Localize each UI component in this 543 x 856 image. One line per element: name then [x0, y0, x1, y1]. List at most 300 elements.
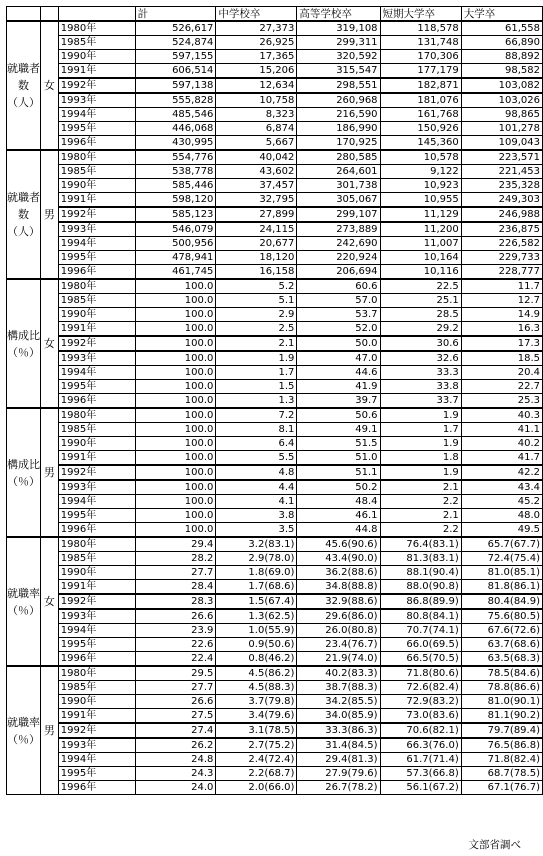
university-cell: 81.8(86.1): [461, 580, 542, 595]
year-cell: 1980年: [58, 21, 135, 36]
total-cell: 28.3: [135, 594, 216, 609]
year-cell: 1980年: [58, 666, 135, 681]
university-cell: 81.0(90.1): [461, 695, 542, 709]
table-row: [7, 122, 543, 136]
junior-high-cell: 4.4: [216, 480, 297, 495]
high-school-cell: 32.9(88.6): [297, 594, 380, 609]
university-cell: 109,043: [461, 136, 542, 151]
junior-college-cell: 86.8(89.9): [380, 594, 461, 609]
university-cell: 103,026: [461, 93, 542, 108]
junior-college-cell: 71.8(80.6): [380, 666, 461, 681]
junior-high-cell: 2.2(68.7): [216, 767, 297, 781]
total-cell: 100.0: [135, 523, 216, 538]
junior-high-cell: 15,206: [216, 64, 297, 79]
university-cell: 88,892: [461, 50, 542, 64]
university-cell: 80.4(84.9): [461, 594, 542, 609]
high-school-cell: 26.0(80.8): [297, 624, 380, 638]
total-cell: 27.4: [135, 723, 216, 738]
employment-table: [6, 6, 543, 795]
year-cell: 1993年: [58, 351, 135, 366]
university-cell: 72.4(75.4): [461, 552, 542, 566]
university-cell: 221,453: [461, 165, 542, 179]
junior-high-cell: 20,677: [216, 237, 297, 251]
junior-high-cell: 4.1: [216, 495, 297, 509]
year-cell: 1996年: [58, 136, 135, 151]
total-cell: 606,514: [135, 64, 216, 79]
junior-high-cell: 5.1: [216, 294, 297, 308]
high-school-cell: 48.4: [297, 495, 380, 509]
high-school-cell: 242,690: [297, 237, 380, 251]
table-row: [7, 652, 543, 667]
junior-college-cell: 9,122: [380, 165, 461, 179]
junior-college-cell: 28.5: [380, 308, 461, 322]
year-cell: 1991年: [58, 709, 135, 724]
junior-high-cell: 1.7: [216, 366, 297, 380]
junior-high-cell: 5.2: [216, 279, 297, 294]
junior-college-cell: 1.9: [380, 465, 461, 480]
year-cell: 1996年: [58, 781, 135, 795]
total-cell: 29.5: [135, 666, 216, 681]
junior-college-cell: 1.9: [380, 408, 461, 423]
total-cell: 546,079: [135, 222, 216, 237]
total-cell: 478,941: [135, 251, 216, 265]
junior-high-cell: 26,925: [216, 36, 297, 50]
total-cell: 24.8: [135, 753, 216, 767]
junior-college-cell: 11,200: [380, 222, 461, 237]
junior-college-cell: 10,116: [380, 265, 461, 280]
table-row: [7, 336, 543, 351]
high-school-cell: 280,585: [297, 150, 380, 165]
table-row: [7, 366, 543, 380]
high-school-cell: 315,547: [297, 64, 380, 79]
university-cell: 249,303: [461, 193, 542, 208]
university-cell: 71.8(82.4): [461, 753, 542, 767]
table-row: [7, 753, 543, 767]
junior-college-cell: 131,748: [380, 36, 461, 50]
total-cell: 100.0: [135, 294, 216, 308]
high-school-cell: 44.8: [297, 523, 380, 538]
junior-high-cell: 0.8(46.2): [216, 652, 297, 667]
total-cell: 100.0: [135, 380, 216, 394]
total-cell: 100.0: [135, 509, 216, 523]
total-cell: 100.0: [135, 408, 216, 423]
year-cell: 1990年: [58, 695, 135, 709]
year-cell: 1990年: [58, 437, 135, 451]
high-school-cell: 320,592: [297, 50, 380, 64]
university-cell: 78.8(86.6): [461, 681, 542, 695]
high-school-cell: 34.8(88.8): [297, 580, 380, 595]
high-school-cell: 186,990: [297, 122, 380, 136]
high-school-cell: 220,924: [297, 251, 380, 265]
high-school-cell: 45.6(90.6): [297, 537, 380, 552]
junior-high-cell: 1.0(55.9): [216, 624, 297, 638]
total-cell: 26.6: [135, 609, 216, 624]
total-cell: 100.0: [135, 480, 216, 495]
total-cell: 100.0: [135, 336, 216, 351]
year-cell: 1995年: [58, 767, 135, 781]
total-cell: 24.0: [135, 781, 216, 795]
junior-college-cell: 33.8: [380, 380, 461, 394]
year-cell: 1992年: [58, 465, 135, 480]
junior-high-cell: 43,602: [216, 165, 297, 179]
year-cell: 1994年: [58, 108, 135, 122]
sex-label: 男: [41, 150, 59, 279]
junior-high-cell: 17,365: [216, 50, 297, 64]
university-cell: 81.0(85.1): [461, 566, 542, 580]
table-row: [7, 767, 543, 781]
year-cell: 1990年: [58, 50, 135, 64]
year-cell: 1994年: [58, 366, 135, 380]
table-row: [7, 523, 543, 538]
year-cell: 1993年: [58, 93, 135, 108]
university-cell: 246,988: [461, 207, 542, 222]
high-school-cell: 52.0: [297, 322, 380, 337]
junior-high-cell: 10,758: [216, 93, 297, 108]
junior-high-cell: 4.8: [216, 465, 297, 480]
group-label: 就職者数（人）: [7, 150, 41, 279]
junior-college-cell: 10,923: [380, 179, 461, 193]
total-cell: 100.0: [135, 423, 216, 437]
table-row: [7, 394, 543, 409]
junior-high-cell: 27,899: [216, 207, 297, 222]
junior-college-cell: 118,578: [380, 21, 461, 36]
high-school-cell: 38.7(88.3): [297, 681, 380, 695]
high-school-cell: 51.5: [297, 437, 380, 451]
junior-high-cell: 2.7(75.2): [216, 738, 297, 753]
table-row: [7, 36, 543, 50]
junior-college-cell: 80.8(84.1): [380, 609, 461, 624]
year-cell: 1993年: [58, 480, 135, 495]
year-cell: 1994年: [58, 495, 135, 509]
high-school-cell: 31.4(84.5): [297, 738, 380, 753]
junior-college-cell: 150,926: [380, 122, 461, 136]
junior-high-cell: 2.0(66.0): [216, 781, 297, 795]
junior-college-cell: 182,871: [380, 78, 461, 93]
university-cell: 228,777: [461, 265, 542, 280]
university-cell: 65.7(67.7): [461, 537, 542, 552]
total-cell: 585,446: [135, 179, 216, 193]
group-label: 構成比（％）: [7, 408, 41, 537]
junior-high-cell: 0.9(50.6): [216, 638, 297, 652]
table-row: [7, 709, 543, 724]
university-cell: 40.2: [461, 437, 542, 451]
high-school-cell: 206,694: [297, 265, 380, 280]
high-school-cell: 21.9(74.0): [297, 652, 380, 667]
junior-high-cell: 18,120: [216, 251, 297, 265]
university-cell: 41.7: [461, 451, 542, 466]
total-cell: 100.0: [135, 351, 216, 366]
university-cell: 68.7(78.5): [461, 767, 542, 781]
junior-high-cell: 3.4(79.6): [216, 709, 297, 724]
total-cell: 598,120: [135, 193, 216, 208]
year-cell: 1991年: [58, 322, 135, 337]
junior-college-cell: 2.2: [380, 523, 461, 538]
junior-college-cell: 177,179: [380, 64, 461, 79]
university-cell: 20.4: [461, 366, 542, 380]
high-school-cell: 43.4(90.0): [297, 552, 380, 566]
table-row: [7, 580, 543, 595]
total-cell: 555,828: [135, 93, 216, 108]
table-row: [7, 380, 543, 394]
year-cell: 1985年: [58, 36, 135, 50]
junior-college-cell: 73.0(83.6): [380, 709, 461, 724]
junior-college-cell: 66.3(76.0): [380, 738, 461, 753]
high-school-cell: 36.2(88.6): [297, 566, 380, 580]
junior-college-cell: 33.7: [380, 394, 461, 409]
university-cell: 61,558: [461, 21, 542, 36]
high-school-cell: 264,601: [297, 165, 380, 179]
header-high-school: 高等学校卒: [297, 7, 380, 22]
table-row: [7, 308, 543, 322]
junior-high-cell: 24,115: [216, 222, 297, 237]
university-cell: 14.9: [461, 308, 542, 322]
total-cell: 597,155: [135, 50, 216, 64]
table-row: [7, 136, 543, 151]
total-cell: 554,776: [135, 150, 216, 165]
high-school-cell: 23.4(76.7): [297, 638, 380, 652]
junior-college-cell: 2.1: [380, 509, 461, 523]
table-row: [7, 322, 543, 337]
junior-high-cell: 4.5(88.3): [216, 681, 297, 695]
junior-high-cell: 8.1: [216, 423, 297, 437]
junior-high-cell: 40,042: [216, 150, 297, 165]
header-blank: [58, 7, 135, 22]
year-cell: 1996年: [58, 394, 135, 409]
junior-college-cell: 70.7(74.1): [380, 624, 461, 638]
university-cell: 11.7: [461, 279, 542, 294]
total-cell: 26.6: [135, 695, 216, 709]
university-cell: 67.1(76.7): [461, 781, 542, 795]
total-cell: 23.9: [135, 624, 216, 638]
junior-college-cell: 72.6(82.4): [380, 681, 461, 695]
junior-high-cell: 3.2(83.1): [216, 537, 297, 552]
university-cell: 223,571: [461, 150, 542, 165]
junior-college-cell: 1.7: [380, 423, 461, 437]
junior-high-cell: 8,323: [216, 108, 297, 122]
table-row: [7, 465, 543, 480]
year-cell: 1985年: [58, 423, 135, 437]
year-cell: 1991年: [58, 64, 135, 79]
university-cell: 16.3: [461, 322, 542, 337]
junior-high-cell: 3.1(78.5): [216, 723, 297, 738]
high-school-cell: 41.9: [297, 380, 380, 394]
university-cell: 229,733: [461, 251, 542, 265]
high-school-cell: 273,889: [297, 222, 380, 237]
total-cell: 538,778: [135, 165, 216, 179]
high-school-cell: 298,551: [297, 78, 380, 93]
junior-college-cell: 88.0(90.8): [380, 580, 461, 595]
junior-college-cell: 66.0(69.5): [380, 638, 461, 652]
university-cell: 25.3: [461, 394, 542, 409]
junior-high-cell: 2.4(72.4): [216, 753, 297, 767]
total-cell: 100.0: [135, 279, 216, 294]
table-row: [7, 738, 543, 753]
junior-college-cell: 57.3(66.8): [380, 767, 461, 781]
total-cell: 524,874: [135, 36, 216, 50]
junior-high-cell: 12,634: [216, 78, 297, 93]
university-cell: 63.5(68.3): [461, 652, 542, 667]
junior-college-cell: 70.6(82.1): [380, 723, 461, 738]
table-row: [7, 566, 543, 580]
high-school-cell: 51.1: [297, 465, 380, 480]
header-row: [7, 7, 543, 22]
table-row: [7, 237, 543, 251]
total-cell: 29.4: [135, 537, 216, 552]
university-cell: 98,865: [461, 108, 542, 122]
junior-college-cell: 88.1(90.4): [380, 566, 461, 580]
total-cell: 100.0: [135, 451, 216, 466]
total-cell: 446,068: [135, 122, 216, 136]
high-school-cell: 26.7(78.2): [297, 781, 380, 795]
year-cell: 1995年: [58, 380, 135, 394]
junior-high-cell: 37,457: [216, 179, 297, 193]
junior-college-cell: 10,578: [380, 150, 461, 165]
junior-high-cell: 6,874: [216, 122, 297, 136]
year-cell: 1992年: [58, 78, 135, 93]
university-cell: 98,582: [461, 64, 542, 79]
table-row: [7, 279, 543, 294]
total-cell: 430,995: [135, 136, 216, 151]
table-row: [7, 294, 543, 308]
table-row: [7, 781, 543, 795]
high-school-cell: 51.0: [297, 451, 380, 466]
university-cell: 63.7(68.6): [461, 638, 542, 652]
junior-college-cell: 32.6: [380, 351, 461, 366]
table-row: [7, 638, 543, 652]
table-row: [7, 423, 543, 437]
high-school-cell: 50.0: [297, 336, 380, 351]
university-cell: 79.7(89.4): [461, 723, 542, 738]
junior-high-cell: 7.2: [216, 408, 297, 423]
total-cell: 28.2: [135, 552, 216, 566]
high-school-cell: 29.4(81.3): [297, 753, 380, 767]
junior-college-cell: 66.5(70.5): [380, 652, 461, 667]
total-cell: 526,617: [135, 21, 216, 36]
junior-college-cell: 170,306: [380, 50, 461, 64]
sex-label: 男: [41, 666, 59, 795]
junior-high-cell: 16,158: [216, 265, 297, 280]
year-cell: 1994年: [58, 237, 135, 251]
total-cell: 585,123: [135, 207, 216, 222]
group-label: 就職率（％）: [7, 666, 41, 795]
year-cell: 1993年: [58, 609, 135, 624]
total-cell: 22.6: [135, 638, 216, 652]
junior-college-cell: 61.7(71.4): [380, 753, 461, 767]
table-row: [7, 351, 543, 366]
year-cell: 1991年: [58, 451, 135, 466]
junior-high-cell: 1.3(62.5): [216, 609, 297, 624]
table-row: [7, 265, 543, 280]
university-cell: 67.6(72.6): [461, 624, 542, 638]
year-cell: 1990年: [58, 308, 135, 322]
university-cell: 66,890: [461, 36, 542, 50]
high-school-cell: 53.7: [297, 308, 380, 322]
junior-college-cell: 33.3: [380, 366, 461, 380]
university-cell: 18.5: [461, 351, 542, 366]
junior-high-cell: 2.9: [216, 308, 297, 322]
year-cell: 1996年: [58, 523, 135, 538]
total-cell: 100.0: [135, 322, 216, 337]
junior-college-cell: 11,129: [380, 207, 461, 222]
year-cell: 1991年: [58, 580, 135, 595]
high-school-cell: 57.0: [297, 294, 380, 308]
high-school-cell: 33.3(86.3): [297, 723, 380, 738]
university-cell: 101,278: [461, 122, 542, 136]
university-cell: 76.5(86.8): [461, 738, 542, 753]
high-school-cell: 50.6: [297, 408, 380, 423]
junior-college-cell: 161,768: [380, 108, 461, 122]
total-cell: 500,956: [135, 237, 216, 251]
university-cell: 40.3: [461, 408, 542, 423]
high-school-cell: 39.7: [297, 394, 380, 409]
table-row: [7, 681, 543, 695]
year-cell: 1996年: [58, 265, 135, 280]
year-cell: 1992年: [58, 207, 135, 222]
high-school-cell: 60.6: [297, 279, 380, 294]
junior-high-cell: 1.7(68.6): [216, 580, 297, 595]
total-cell: 100.0: [135, 366, 216, 380]
year-cell: 1985年: [58, 552, 135, 566]
table-row: [7, 222, 543, 237]
year-cell: 1992年: [58, 336, 135, 351]
year-cell: 1995年: [58, 122, 135, 136]
total-cell: 100.0: [135, 394, 216, 409]
university-cell: 75.6(80.5): [461, 609, 542, 624]
header-university: 大学卒: [461, 7, 542, 22]
junior-college-cell: 2.2: [380, 495, 461, 509]
junior-college-cell: 145,360: [380, 136, 461, 151]
year-cell: 1992年: [58, 594, 135, 609]
group-label: 構成比（％）: [7, 279, 41, 408]
year-cell: 1980年: [58, 537, 135, 552]
sex-label: 女: [41, 21, 59, 150]
high-school-cell: 40.2(83.3): [297, 666, 380, 681]
total-cell: 485,546: [135, 108, 216, 122]
table-row: [7, 150, 543, 165]
total-cell: 24.3: [135, 767, 216, 781]
sex-label: 男: [41, 408, 59, 537]
table-row: [7, 207, 543, 222]
header-junior-college: 短期大学卒: [380, 7, 461, 22]
university-cell: 17.3: [461, 336, 542, 351]
university-cell: 43.4: [461, 480, 542, 495]
junior-college-cell: 2.1: [380, 480, 461, 495]
junior-high-cell: 1.9: [216, 351, 297, 366]
total-cell: 27.5: [135, 709, 216, 724]
university-cell: 48.0: [461, 509, 542, 523]
junior-high-cell: 1.5: [216, 380, 297, 394]
table-row: [7, 251, 543, 265]
high-school-cell: 299,311: [297, 36, 380, 50]
header-blank: [7, 7, 41, 22]
junior-college-cell: 56.1(67.2): [380, 781, 461, 795]
table-row: [7, 93, 543, 108]
high-school-cell: 301,738: [297, 179, 380, 193]
year-cell: 1991年: [58, 193, 135, 208]
table-row: [7, 408, 543, 423]
high-school-cell: 49.1: [297, 423, 380, 437]
junior-high-cell: 27,373: [216, 21, 297, 36]
year-cell: 1990年: [58, 566, 135, 580]
junior-high-cell: 2.9(78.0): [216, 552, 297, 566]
university-cell: 41.1: [461, 423, 542, 437]
year-cell: 1995年: [58, 638, 135, 652]
junior-college-cell: 22.5: [380, 279, 461, 294]
table-row: [7, 108, 543, 122]
year-cell: 1985年: [58, 294, 135, 308]
total-cell: 100.0: [135, 495, 216, 509]
high-school-cell: 319,108: [297, 21, 380, 36]
